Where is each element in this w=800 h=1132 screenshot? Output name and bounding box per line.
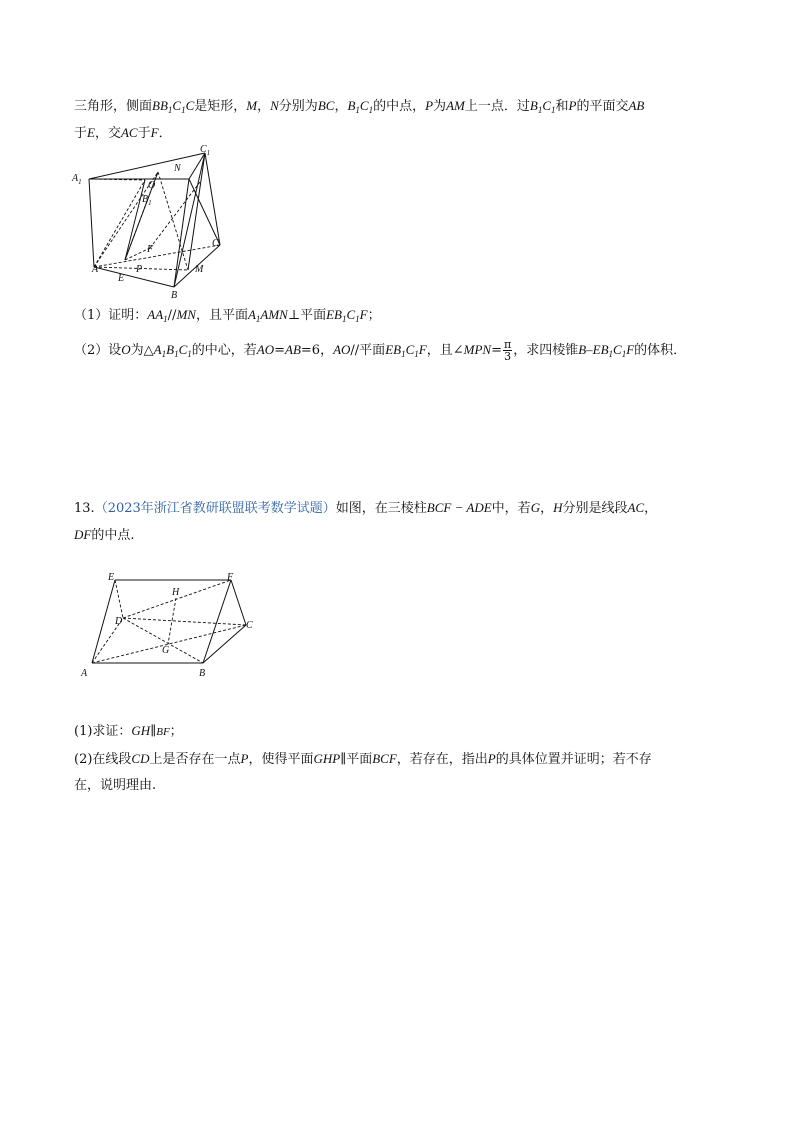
- var-p: P: [425, 98, 434, 113]
- text: 于: [137, 126, 151, 141]
- q13-line-2: [74, 526, 134, 545]
- text: 的中点.: [91, 528, 135, 543]
- text: 分别是线段: [562, 501, 628, 516]
- text: ，: [540, 501, 554, 516]
- text: 的具体位置并证明；若不存: [495, 752, 652, 767]
- text: 为: [433, 99, 447, 114]
- plane-a1amn: [248, 307, 288, 322]
- text: 上是否存在一点: [149, 752, 241, 767]
- subscript: 1: [414, 349, 419, 359]
- q12-part-1: [74, 306, 381, 325]
- text: F: [626, 342, 635, 357]
- text: C: [613, 342, 622, 357]
- plane-eb1c1f: [385, 342, 427, 357]
- var-bf: BF: [156, 726, 170, 738]
- text: //平面: [350, 343, 386, 358]
- plane-bcf: BCF: [372, 751, 397, 766]
- text: B: [529, 98, 538, 113]
- text: ，求四棱锥: [513, 343, 579, 358]
- label-c1: $C_1$: [200, 144, 211, 157]
- text: BB: [152, 98, 168, 113]
- text: C: [178, 342, 188, 357]
- text: ．: [158, 126, 172, 141]
- text: 平面: [346, 752, 373, 767]
- text: 三角形，侧面: [74, 99, 153, 114]
- text: 的中点，: [373, 99, 426, 114]
- q13-part-2: [74, 750, 652, 769]
- text: ；: [367, 308, 381, 323]
- numerator: π: [503, 338, 512, 351]
- text: ，且∠: [426, 343, 464, 358]
- text: 和: [555, 99, 569, 114]
- label-b: B: [171, 290, 178, 301]
- var-cd: CD: [131, 751, 150, 766]
- subscript: 1: [550, 105, 556, 115]
- text: ，: [644, 501, 658, 516]
- var-p: P: [568, 98, 577, 113]
- text: ，使得平面: [248, 752, 314, 767]
- text: 是矩形，: [194, 99, 247, 114]
- text: ，: [257, 99, 271, 114]
- subscript: 1: [161, 349, 167, 359]
- label-o: O: [148, 180, 156, 191]
- var-h: H: [553, 500, 563, 515]
- q13-part-1: [74, 722, 183, 741]
- text: A: [247, 307, 256, 322]
- text: C: [542, 98, 551, 113]
- subscript: 1: [255, 314, 261, 324]
- q12-line-1: [74, 97, 644, 116]
- fraction-pi-over-3: [503, 339, 512, 362]
- q13-prism-figure: [78, 570, 268, 680]
- plane-eb1c1f: [326, 307, 368, 322]
- seg-aa1: [147, 307, 167, 322]
- label-m: M: [195, 264, 204, 275]
- text: F: [418, 342, 427, 357]
- text: AMN: [260, 307, 288, 322]
- subscript: 1: [355, 105, 360, 115]
- seg-b1c1-2: [530, 98, 556, 113]
- q12-line-2: [74, 124, 172, 143]
- q13-part-2-line-2: [74, 777, 156, 795]
- text: 上一点．过: [464, 99, 530, 114]
- label-a: A: [81, 668, 88, 679]
- text: ，交: [94, 126, 121, 141]
- text: 中，若: [491, 501, 531, 516]
- label-a: A: [92, 264, 99, 275]
- var-gh: GH: [131, 723, 151, 738]
- text: （1）证明：: [74, 308, 148, 323]
- problem-source: （2023年浙江省教研联盟联考数学试题）: [94, 501, 336, 516]
- subscript: 1: [537, 105, 543, 115]
- subscript: 1: [174, 349, 179, 359]
- triangle-a1b1c1: [154, 342, 192, 357]
- text: （2）设: [74, 343, 122, 358]
- var-o: O: [121, 342, 131, 357]
- label-c: C: [246, 620, 253, 631]
- text: C: [172, 98, 182, 113]
- var-p: P: [487, 751, 496, 766]
- subscript: 1: [608, 349, 614, 359]
- label-e: E: [118, 273, 125, 284]
- parallel-symbol: ∥: [150, 724, 157, 739]
- var-ab: AB: [285, 342, 301, 357]
- text: =: [491, 343, 502, 358]
- parallel-symbol: ∥: [340, 752, 347, 767]
- label-e: E: [108, 572, 115, 583]
- text: ⊥平面: [287, 308, 327, 323]
- var-bc: BC: [317, 98, 335, 113]
- subscript: 1: [187, 349, 192, 359]
- seg-b1c1: [347, 98, 373, 113]
- subscript: 1: [167, 105, 173, 115]
- text: 的平面交: [576, 99, 629, 114]
- text: F: [359, 307, 368, 322]
- text: 于: [74, 126, 88, 141]
- label-n: N: [174, 163, 181, 174]
- text: ；: [169, 724, 183, 739]
- text: A: [153, 342, 162, 357]
- text: AA: [147, 307, 164, 322]
- label-p: P: [136, 264, 143, 275]
- text: B–EB: [578, 342, 609, 357]
- q12-part-2: [74, 338, 686, 363]
- plane-bb1c1c: [152, 98, 194, 113]
- var-e: E: [87, 125, 95, 140]
- text: C: [346, 307, 356, 322]
- var-g: G: [530, 500, 541, 515]
- text: =: [274, 343, 286, 358]
- subscript: 1: [621, 349, 627, 359]
- label-b1: $B_1$: [142, 194, 152, 207]
- var-f: F: [150, 125, 159, 140]
- var-p: P: [240, 751, 249, 766]
- label-f: F: [147, 244, 154, 255]
- label-g: G: [162, 645, 170, 656]
- subscript: 1: [163, 314, 168, 324]
- text: ，且平面: [195, 308, 248, 323]
- label-a1: $A_1$: [72, 173, 82, 186]
- text: C: [405, 342, 415, 357]
- text: B: [166, 342, 175, 357]
- text: =6，: [300, 343, 334, 358]
- denominator: 3: [504, 350, 512, 363]
- pyramid-b-eb1c1f: [578, 342, 634, 357]
- text: ，: [334, 99, 348, 114]
- label-c: C: [212, 238, 219, 249]
- text: EB: [385, 342, 402, 357]
- q13-line-1: [74, 499, 657, 518]
- subscript: 1: [355, 314, 360, 324]
- text: ，若存在，指出: [396, 752, 488, 767]
- var-ac: AC: [627, 500, 645, 515]
- subscript: 1: [341, 314, 347, 324]
- text: (2)在线段: [74, 752, 132, 767]
- var-ao: AO: [256, 342, 275, 357]
- text: 的中心，若: [191, 343, 257, 358]
- plane-ghp: GHP: [313, 751, 341, 766]
- angle-mpn: MPN: [463, 342, 492, 357]
- label-d: D: [115, 616, 123, 627]
- text: 分别为: [278, 99, 318, 114]
- prism-bcf-ade: BCF − ADE: [426, 500, 492, 515]
- text: B: [347, 98, 356, 113]
- text: (1)求证：: [74, 724, 132, 739]
- text: C: [185, 98, 195, 113]
- var-m: M: [246, 98, 258, 113]
- label-b: B: [199, 668, 206, 679]
- text: //: [167, 308, 177, 323]
- text: 如图，在三棱柱: [335, 501, 427, 516]
- var-df: DF: [74, 527, 92, 542]
- var-ac: AC: [120, 125, 138, 140]
- var-ab: AB: [628, 98, 645, 113]
- label-f: F: [227, 572, 234, 583]
- q12-prism-figure: [70, 142, 230, 301]
- text: 为△: [130, 343, 154, 358]
- label-h: H: [172, 587, 180, 598]
- text: 在，说明理由.: [74, 778, 157, 793]
- problem-number: 13.: [74, 501, 95, 516]
- var-n: N: [270, 98, 279, 113]
- subscript: 1: [181, 105, 186, 115]
- subscript: 1: [368, 105, 374, 115]
- text: EB: [326, 307, 342, 322]
- text: C: [359, 98, 369, 113]
- var-am: AM: [446, 98, 465, 113]
- var-mn: MN: [176, 307, 196, 322]
- var-ao: AO: [333, 342, 351, 357]
- text: 的体积．: [634, 343, 687, 358]
- subscript: 1: [401, 349, 406, 359]
